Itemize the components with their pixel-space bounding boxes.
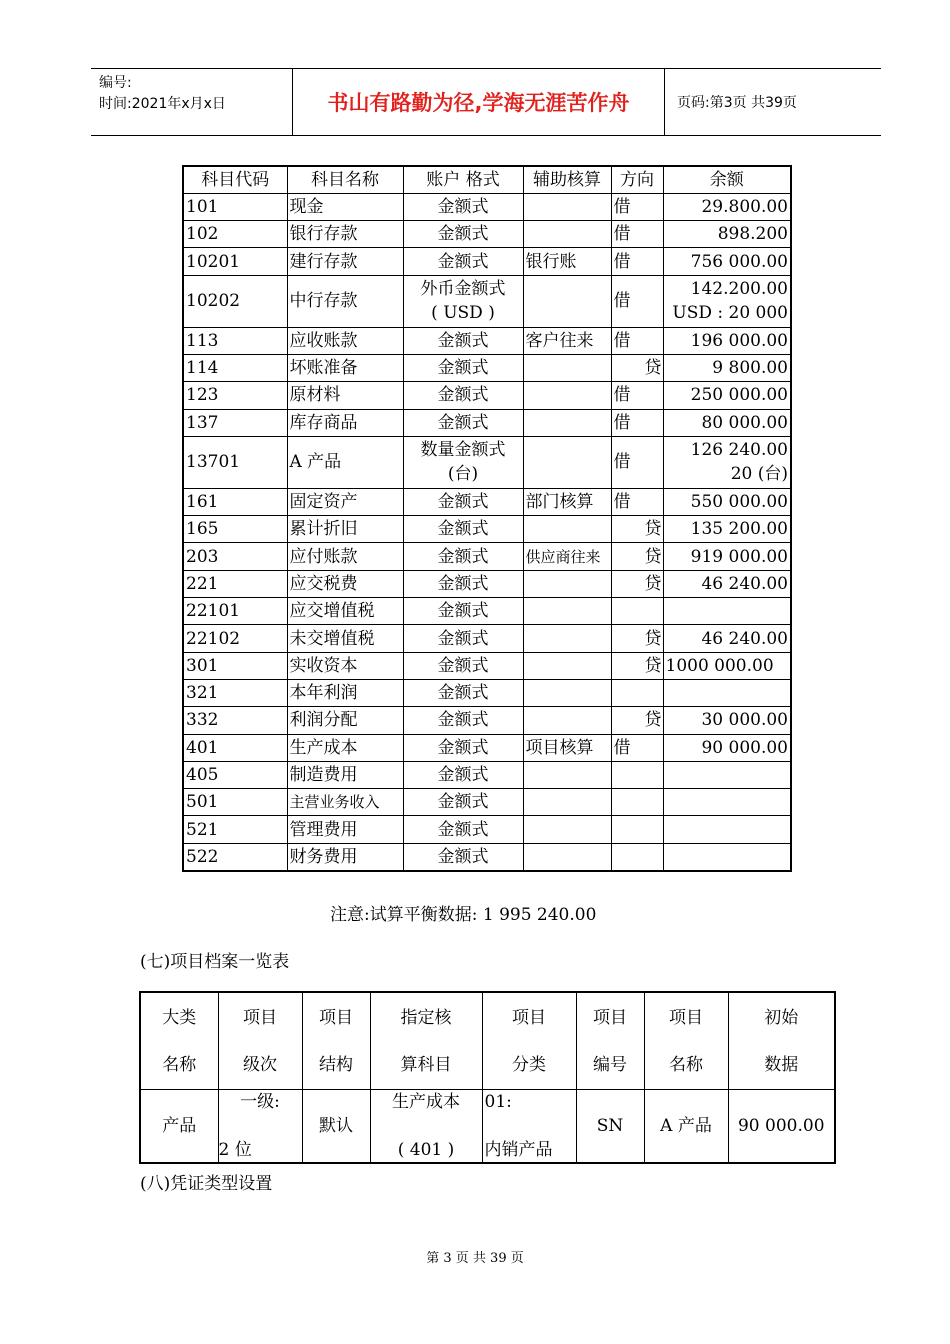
account-direction: 贷	[611, 652, 663, 679]
account-code: 101	[183, 193, 287, 220]
project-number: SN	[576, 1090, 644, 1164]
account-aux: 部门核算	[523, 488, 611, 515]
account-format: 金额式	[403, 843, 523, 870]
account-name: 生产成本	[287, 734, 403, 761]
account-aux: 项目核算	[523, 734, 611, 761]
account-balance: 46 240.00	[663, 625, 791, 652]
account-name: 固定资产	[287, 488, 403, 515]
account-name: 管理费用	[287, 816, 403, 843]
project-initial: 90 000.00	[728, 1090, 835, 1164]
account-balance	[663, 679, 791, 706]
account-balance: 9 800.00	[663, 354, 791, 381]
account-format: 金额式	[403, 789, 523, 816]
account-direction: 借	[611, 248, 663, 275]
account-aux	[523, 409, 611, 436]
account-direction: 借	[611, 382, 663, 409]
account-format: 外币金额式 ( USD )	[403, 275, 523, 327]
account-balance: 250 000.00	[663, 382, 791, 409]
section-8-title: (八)凭证类型设置	[140, 1174, 273, 1194]
account-code: 332	[183, 707, 287, 734]
account-direction: 贷	[611, 354, 663, 381]
project-col-header: 大类 名称	[140, 992, 218, 1090]
account-name: 财务费用	[287, 843, 403, 870]
account-balance: 919 000.00	[663, 543, 791, 570]
account-code: 10201	[183, 248, 287, 275]
account-format: 金额式	[403, 625, 523, 652]
project-col-header: 项目 分类	[482, 992, 576, 1090]
account-format: 金额式	[403, 679, 523, 706]
header-meta	[91, 69, 293, 135]
account-code: 123	[183, 382, 287, 409]
account-name: 坏账准备	[287, 354, 403, 381]
col-header: 账户 格式	[403, 166, 523, 193]
account-name: A 产品	[287, 436, 403, 488]
account-format: 金额式	[403, 488, 523, 515]
account-row	[183, 570, 791, 597]
account-format: 金额式	[403, 354, 523, 381]
account-format: 金额式	[403, 193, 523, 220]
account-format: 金额式	[403, 570, 523, 597]
account-row	[183, 327, 791, 354]
account-format: 金额式	[403, 409, 523, 436]
account-aux	[523, 598, 611, 625]
account-code: 401	[183, 734, 287, 761]
account-balance: 80 000.00	[663, 409, 791, 436]
header-page-info: 页码:第3页 共39页	[677, 95, 797, 111]
account-name: 应收账款	[287, 327, 403, 354]
account-row	[183, 707, 791, 734]
account-code: 114	[183, 354, 287, 381]
account-direction: 借	[611, 734, 663, 761]
section-7-title: (七)项目档案一览表	[140, 952, 290, 972]
project-col-header: 项目 编号	[576, 992, 644, 1090]
account-aux	[523, 382, 611, 409]
account-code: 13701	[183, 436, 287, 488]
account-direction	[611, 679, 663, 706]
account-balance: 1000 000.00	[663, 652, 791, 679]
account-name: 利润分配	[287, 707, 403, 734]
balance-note: 注意:试算平衡数据: 1 995 240.00	[330, 905, 597, 925]
account-aux	[523, 275, 611, 327]
account-format: 金额式	[403, 761, 523, 788]
account-aux: 供应商往来	[523, 543, 611, 570]
account-format: 金额式	[403, 516, 523, 543]
account-balance: 142.200.00 USD : 20 000	[663, 275, 791, 327]
account-name: 累计折旧	[287, 516, 403, 543]
account-aux	[523, 679, 611, 706]
account-code: 22101	[183, 598, 287, 625]
account-row	[183, 652, 791, 679]
account-direction: 借	[611, 327, 663, 354]
account-name: 应交增值税	[287, 598, 403, 625]
account-direction: 借	[611, 409, 663, 436]
account-direction	[611, 843, 663, 870]
header-slogan: 书山有路勤为径,学海无涯苦作舟	[293, 69, 665, 135]
account-balance: 46 240.00	[663, 570, 791, 597]
account-code: 102	[183, 221, 287, 248]
account-format: 金额式	[403, 816, 523, 843]
account-aux	[523, 516, 611, 543]
account-name: 实收资本	[287, 652, 403, 679]
account-balance: 30 000.00	[663, 707, 791, 734]
account-code: 321	[183, 679, 287, 706]
account-name: 库存商品	[287, 409, 403, 436]
account-aux: 客户往来	[523, 327, 611, 354]
account-code: 137	[183, 409, 287, 436]
account-row	[183, 734, 791, 761]
account-direction: 借	[611, 275, 663, 327]
account-code: 405	[183, 761, 287, 788]
accounts-header-row	[183, 166, 791, 193]
account-row	[183, 193, 791, 220]
account-direction: 借	[611, 221, 663, 248]
account-balance: 196 000.00	[663, 327, 791, 354]
project-col-header: 项目 结构	[302, 992, 370, 1090]
account-format: 数量金额式 (台)	[403, 436, 523, 488]
account-balance	[663, 843, 791, 870]
account-balance	[663, 789, 791, 816]
account-row	[183, 221, 791, 248]
account-row	[183, 354, 791, 381]
account-balance: 135 200.00	[663, 516, 791, 543]
account-direction: 贷	[611, 516, 663, 543]
project-header-row	[140, 992, 835, 1090]
account-name: 未交增值税	[287, 625, 403, 652]
account-name: 中行存款	[287, 275, 403, 327]
account-format: 金额式	[403, 543, 523, 570]
col-header: 科目代码	[183, 166, 287, 193]
account-name: 原材料	[287, 382, 403, 409]
account-aux	[523, 570, 611, 597]
account-name: 现金	[287, 193, 403, 220]
account-name: 制造费用	[287, 761, 403, 788]
account-name: 银行存款	[287, 221, 403, 248]
page-footer: 第 3 页 共 39 页	[426, 1251, 524, 1266]
project-class: 01: 内销产品	[482, 1090, 576, 1164]
account-row	[183, 843, 791, 870]
col-header: 余额	[663, 166, 791, 193]
account-name: 应付账款	[287, 543, 403, 570]
account-name: 主营业务收入	[287, 789, 403, 816]
number-label: 编号:	[99, 75, 132, 91]
account-direction: 贷	[611, 625, 663, 652]
account-code: 521	[183, 816, 287, 843]
account-direction: 借	[611, 436, 663, 488]
account-code: 165	[183, 516, 287, 543]
account-row	[183, 789, 791, 816]
account-row	[183, 761, 791, 788]
account-balance	[663, 598, 791, 625]
account-code: 113	[183, 327, 287, 354]
account-row	[183, 275, 791, 327]
account-code: 203	[183, 543, 287, 570]
account-row	[183, 382, 791, 409]
account-aux	[523, 707, 611, 734]
account-direction	[611, 598, 663, 625]
account-balance: 756 000.00	[663, 248, 791, 275]
account-name: 建行存款	[287, 248, 403, 275]
account-row	[183, 816, 791, 843]
col-header: 科目名称	[287, 166, 403, 193]
col-header: 方向	[611, 166, 663, 193]
account-balance: 90 000.00	[663, 734, 791, 761]
accounts-table	[182, 165, 792, 872]
account-balance	[663, 761, 791, 788]
account-format: 金额式	[403, 652, 523, 679]
project-category: 产品	[140, 1090, 218, 1164]
project-table	[139, 991, 836, 1164]
project-subject: 生产成本 ( 401 )	[370, 1090, 482, 1164]
account-direction	[611, 816, 663, 843]
account-aux	[523, 761, 611, 788]
page-header	[91, 68, 881, 136]
account-format: 金额式	[403, 734, 523, 761]
project-structure: 默认	[302, 1090, 370, 1164]
account-direction	[611, 789, 663, 816]
account-format: 金额式	[403, 248, 523, 275]
account-direction: 贷	[611, 707, 663, 734]
account-aux	[523, 652, 611, 679]
account-direction	[611, 761, 663, 788]
account-balance: 126 240.00 20 (台)	[663, 436, 791, 488]
account-direction: 贷	[611, 543, 663, 570]
account-aux	[523, 789, 611, 816]
time-label: 时间:2021年x月x日	[99, 96, 226, 112]
account-name: 本年利润	[287, 679, 403, 706]
project-col-header: 指定核 算科目	[370, 992, 482, 1090]
account-aux	[523, 221, 611, 248]
account-direction: 借	[611, 193, 663, 220]
project-level: 一级: 2 位	[218, 1090, 302, 1164]
account-format: 金额式	[403, 598, 523, 625]
account-code: 522	[183, 843, 287, 870]
account-direction: 贷	[611, 570, 663, 597]
account-row	[183, 516, 791, 543]
account-aux	[523, 354, 611, 381]
account-format: 金额式	[403, 382, 523, 409]
account-aux	[523, 625, 611, 652]
project-row	[140, 1090, 835, 1164]
col-header: 辅助核算	[523, 166, 611, 193]
account-row	[183, 488, 791, 515]
account-row	[183, 679, 791, 706]
project-col-header: 项目 名称	[644, 992, 728, 1090]
account-aux	[523, 436, 611, 488]
account-balance: 550 000.00	[663, 488, 791, 515]
account-aux	[523, 193, 611, 220]
account-format: 金额式	[403, 221, 523, 248]
account-balance	[663, 816, 791, 843]
account-aux	[523, 816, 611, 843]
account-code: 501	[183, 789, 287, 816]
account-aux: 银行账	[523, 248, 611, 275]
account-row	[183, 436, 791, 488]
account-aux	[523, 843, 611, 870]
account-format: 金额式	[403, 327, 523, 354]
account-row	[183, 409, 791, 436]
account-code: 22102	[183, 625, 287, 652]
account-code: 10202	[183, 275, 287, 327]
account-format: 金额式	[403, 707, 523, 734]
account-code: 301	[183, 652, 287, 679]
account-code: 221	[183, 570, 287, 597]
account-row	[183, 625, 791, 652]
account-row	[183, 248, 791, 275]
account-row	[183, 543, 791, 570]
project-name: A 产品	[644, 1090, 728, 1164]
account-row	[183, 598, 791, 625]
account-name: 应交税费	[287, 570, 403, 597]
account-code: 161	[183, 488, 287, 515]
project-col-header: 项目 级次	[218, 992, 302, 1090]
account-direction: 借	[611, 488, 663, 515]
project-col-header: 初始 数据	[728, 992, 835, 1090]
account-balance: 29.800.00	[663, 193, 791, 220]
account-balance: 898.200	[663, 221, 791, 248]
